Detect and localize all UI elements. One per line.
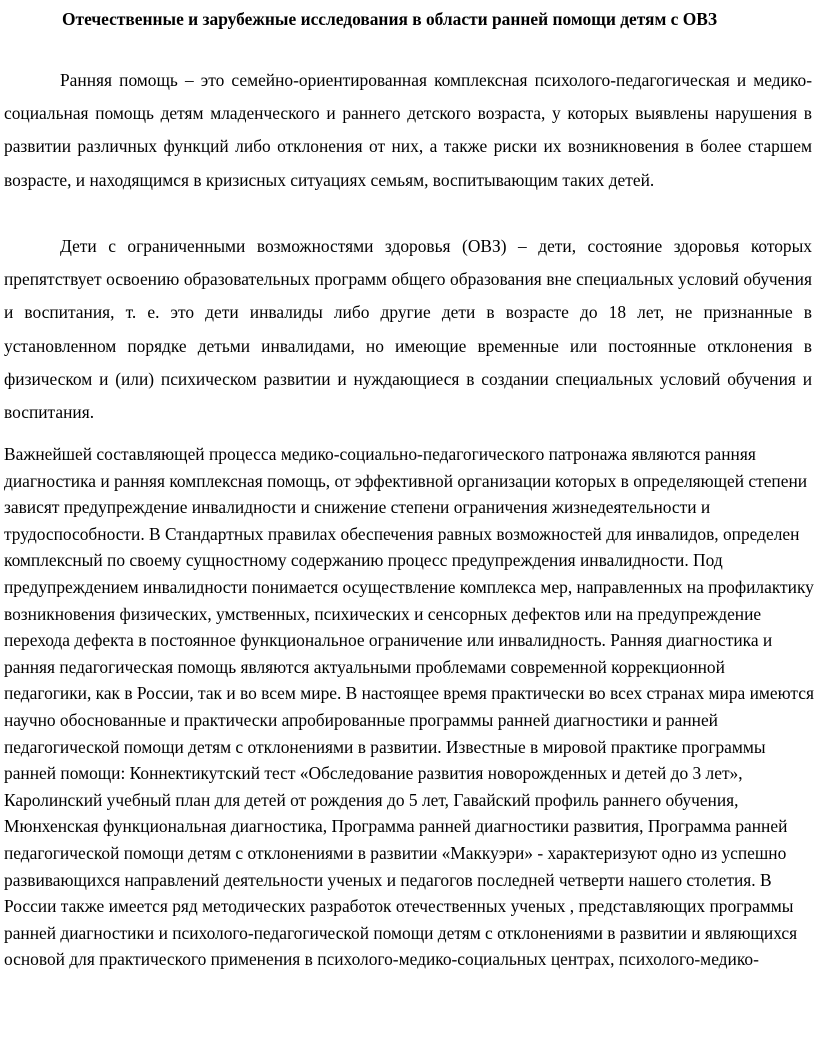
- document-title: Отечественные и зарубежные исследования в области ранней помощи детям с ОВЗ: [62, 9, 718, 29]
- paragraph-early-diagnostics: Важнейшей составляющей процесса медико-социально-педагогического патронажа являются ранняя диагностика и ранняя комплексная помощь, от эффективной организации которых в определяющей степени зависят предупреждение инвалидности и снижение степени ограничения жизнедеятельности и трудоспособности. В Стандартных правилах обеспечения равных возможностей для инвалидов, определен комплексный по своему сущностному содержанию процесс предупреждения инвалидности. Под предупреждением инвалидности понимается осуществление комплекса мер, направленных на профилактику возникновения физических, умственных, психических и сенсорных дефектов или на предупреждение перехода дефекта в постоянное функциональное ограничение или инвалидность. Ранняя диагностика и ранняя педагогическая помощь являются актуальными проблемами современной коррекционной педагогики, как в России, так и во всем мире. В настоящее время практически во всех странах мира имеются научно обоснованные и практически апробированные программы ранней диагностики и ранней педагогической помощи детям с отклонениями в развитии. Известные в мировой практике программы ранней помощи: Коннектикутский тест «Обследование развития новорожденных и детей до 3 лет», Каролинский учебный план для детей от рождения до 5 лет, Гавайский профиль раннего обучения, Мюнхенская функциональная диагностика, Программа ранней диагностики развития, Программа ранней педагогической помощи детям с отклонениями в развитии «Маккуэри» - характеризуют одно из успешно развивающихся направлений деятельности ученых и педагогов последней четверти нашего столетия. В России также имеется ряд методических разработок отечественных ученых , представляющих программы ранней диагностики и психолого-педагогической помощи детям с отклонениями в развитии и являющихся основой для практического применения в психолого-медико-социальных центрах, психолого-медико-: [4, 444, 814, 970]
- paragraph-early-help-definition: Ранняя помощь – это семейно-ориентированная комплексная психолого-педагогическая и медико-социальная помощь детям младенческого и раннего детского возраста, у которых выявлены нарушения в развитии различных функций либо отклонения от них, а также риски их возникновения в более старшем возрасте, и находящимся в кризисных ситуациях семьям, воспитывающим таких детей.: [4, 70, 812, 190]
- paragraph-ovz-definition: Дети с ограниченными возможностями здоровья (ОВЗ) – дети, состояние здоровья которых препятствует освоению образовательных программ общего образования вне специальных условий обучения и воспитания, т. е. это дети инвалиды либо другие дети в возрасте до 18 лет, не признанные в установленном порядке детьми инвалидами, но имеющие временные или постоянные отклонения в физическом и (или) психическом развитии и нуждающиеся в создании специальных условий обучения и воспитания.: [4, 236, 812, 423]
